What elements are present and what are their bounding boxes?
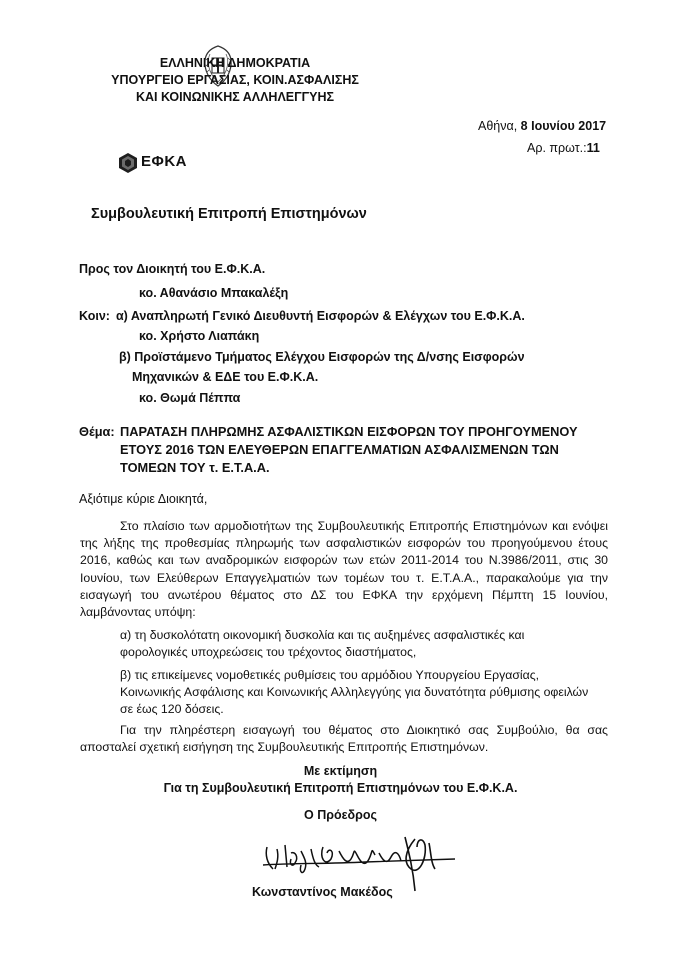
cc-recipient-a-name: κο. Χρήστο Λιαπάκη (139, 329, 260, 343)
closing-for-committee: Για τη Συμβουλευτική Επιτροπή Επιστημόνων του Ε.Φ.Κ.Α. (163, 781, 518, 795)
date-value: 8 Ιουνίου 2017 (520, 119, 607, 133)
cc-recipient-b-line1: β) Προϊστάμενο Τμήματος Ελέγχου Εισφορών της Δ/νσης Εισφορών (119, 350, 525, 364)
header-line-republic: ΕΛΛΗΝΙΚΗ ΔΗΜΟΚΡΑΤΙΑ (159, 56, 311, 70)
salutation: Αξιότιμε κύριε Διοικητά, (79, 492, 208, 506)
subject-line-3: ΤΟΜΕΩΝ ΤΟΥ τ. Ε.Τ.Α.Α. (120, 460, 270, 475)
body-paragraph-intro: Στο πλαίσιο των αρμοδιοτήτων της Συμβουλευτικής Επιτροπής Επιστημόνων και ενόψει της λήξης της προθεσμίας πληρωμής των ασφαλιστικών εισφορών του προηγούμενου έτους 2016, καθώς και των αναδρομικών εισφορών των ετών 2011-2014 του Ν.3986/2011, στις 30 Ιουνίου, των Ελεύθερων Επαγγελματιών των τομέων του τ. Ε.Τ.Α.Α., παρακαλούμε για την εισαγωγή του ανωτέρου θέματος στο ΔΣ του ΕΦΚΑ την ερχόμενη Πέμπτη 15 Ιουνίου, λαμβάνοντας υπόψη: (80, 519, 608, 620)
protocol-label: Αρ. πρωτ.: (527, 141, 587, 155)
cc-recipient-b-name: κο. Θωμά Πέππα (139, 391, 241, 405)
subject-line-2: ΕΤΟΥΣ 2016 ΤΩΝ ΕΛΕΥΘΕΡΩΝ ΕΠΑΓΓΕΛΜΑΤΙΩΝ ΑΣΦΑΛΙΣΜΕΝΩΝ ΤΩΝ (120, 442, 559, 457)
body-list-item-b: β) τις επικείμενες νομοθετικές ρυθμίσεις του αρμόδιου Υπουργείου Εργασίας, Κοινωνικής Ασφάλισης και Κοινωνικής Αλληλεγγύης για δυνατότητα ρύθμισης οφειλών σε έως 120 δόσεις. (120, 668, 589, 717)
subject-line-1: ΠΑΡΑΤΑΣΗ ΠΛΗΡΩΜΗΣ ΑΣΦΑΛΙΣΤΙΚΩΝ ΕΙΣΦΟΡΩΝ ΤΟΥ ΠΡΟΗΓΟΥΜΕΝΟΥ (120, 424, 578, 439)
closing-role: Ο Πρόεδρος (304, 808, 377, 822)
efka-logo-mark-icon (117, 152, 139, 174)
date-line (478, 119, 606, 133)
protocol-line (527, 141, 600, 155)
header-line-solidarity: ΚΑΙ ΚΟΙΝΩΝΙΚΗΣ ΑΛΛΗΛΕΓΓΥΗΣ (135, 90, 335, 104)
committee-title: Συμβουλευτική Επιτροπή Επιστημόνων (91, 206, 367, 222)
cc-label: Κοιν: (79, 309, 110, 323)
protocol-number: 11 (586, 141, 600, 155)
date-prefix: Αθήνα, (478, 119, 521, 133)
cc-recipient-b-line2: Μηχανικών & ΕΔΕ του Ε.Φ.Κ.Α. (132, 370, 319, 384)
recipient-to-name: κο. Αθανάσιο Μπακαλέξη (139, 286, 289, 300)
subject-label: Θέμα: (79, 424, 115, 439)
efka-logo-text: ΕΦΚΑ (141, 153, 187, 170)
closing-regards: Με εκτίμηση (303, 764, 378, 778)
efka-logo (117, 150, 201, 176)
body-paragraph-closing: Για την πληρέστερη εισαγωγή του θέματος στο Διοικητικό σας Συμβούλιο, θα σας αποσταλεί σχετική εισήγηση της Συμβουλευτικής Επιτροπής Επιστημόνων. (80, 723, 608, 755)
body-list-item-a: α) τη δυσκολότατη οικονομική δυσκολία και τις αυξημένες ασφαλιστικές και φορολογικές υποχρεώσεις του τρέχοντος διαστήματος, (120, 628, 525, 660)
signatory-name: Κωνσταντίνος Μακέδος (252, 885, 393, 899)
recipient-to-line: Προς τον Διοικητή του Ε.Φ.Κ.Α. (79, 262, 266, 276)
cc-recipient-a: α) Αναπληρωτή Γενικό Διευθυντή Εισφορών & Ελέγχων του Ε.Φ.Κ.Α. (116, 309, 525, 323)
header-line-ministry: ΥΠΟΥΡΓΕΙΟ ΕΡΓΑΣΙΑΣ, ΚΟΙΝ.ΑΣΦΑΛΙΣΗΣ (111, 73, 359, 87)
